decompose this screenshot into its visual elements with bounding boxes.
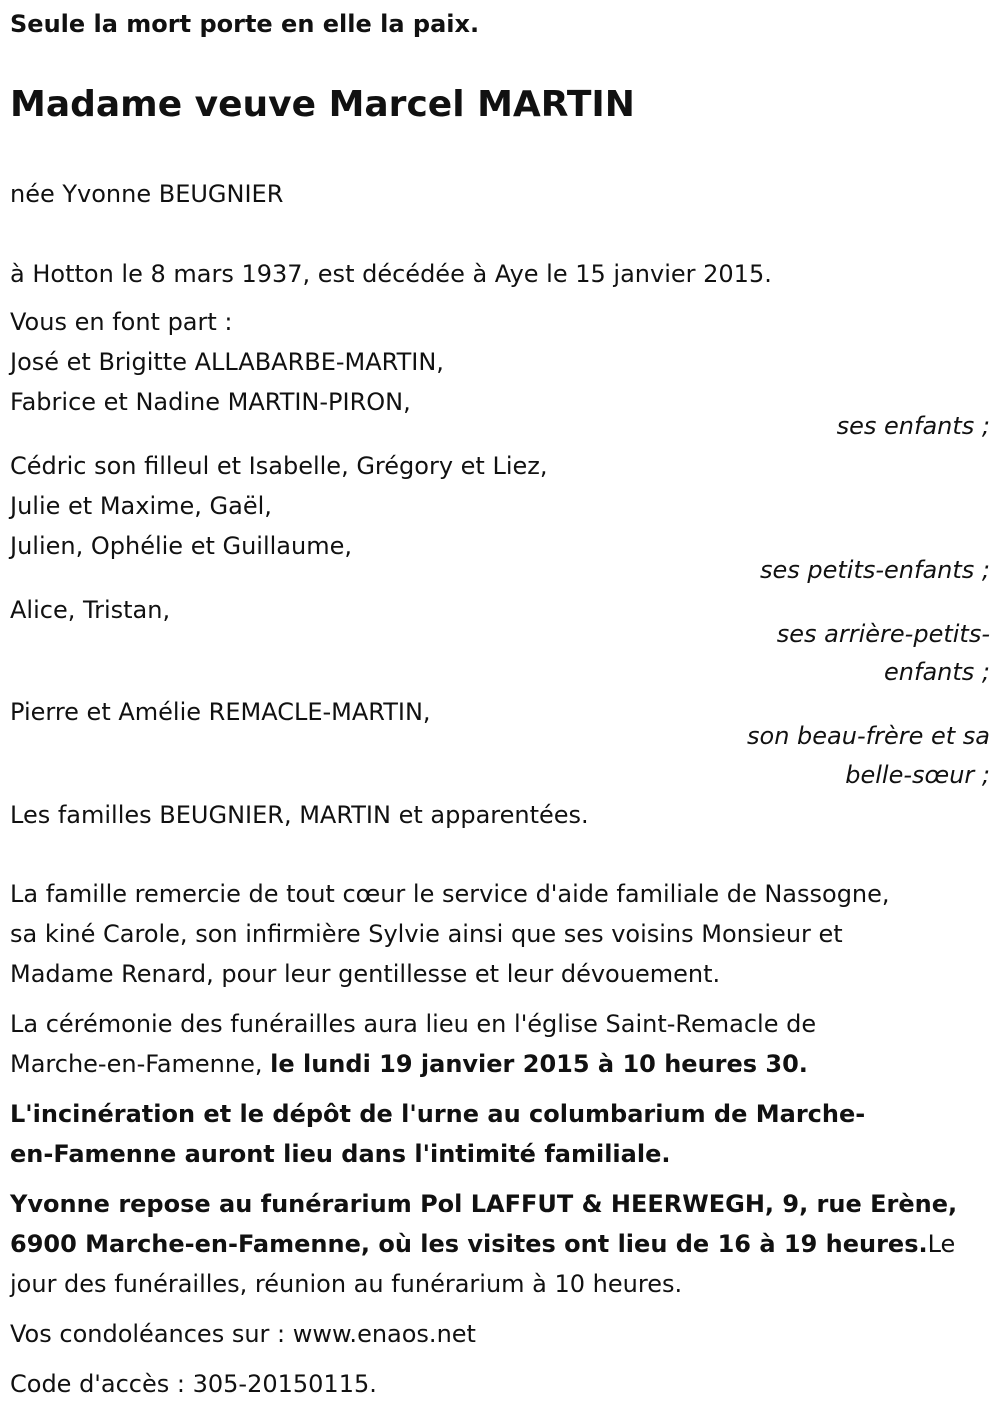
birth-death-line: à Hotton le 8 mars 1937, est décédée à Aye le 15 janvier 2015. bbox=[10, 260, 772, 288]
children-line: Fabrice et Nadine MARTIN-PIRON, bbox=[10, 388, 411, 416]
thanks-line: La famille remercie de tout cœur le service d'aide familiale de Nassogne, bbox=[10, 880, 890, 908]
access-code-line: Code d'accès : 305-20150115. bbox=[10, 1370, 377, 1398]
grandchildren-line: Julien, Ophélie et Guillaume, bbox=[10, 532, 352, 560]
grandchildren-line: Julie et Maxime, Gaël, bbox=[10, 492, 272, 520]
grandchildren-line: Cédric son filleul et Isabelle, Grégory et Liez, bbox=[10, 452, 548, 480]
ceremony-place: Marche-en-Famenne, bbox=[10, 1050, 271, 1078]
role-in-laws: belle-sœur ; bbox=[845, 761, 990, 789]
intro-line: Vous en font part : bbox=[10, 308, 233, 336]
deceased-name: Madame veuve Marcel MARTIN bbox=[10, 84, 635, 125]
role-children: ses enfants ; bbox=[836, 412, 990, 440]
role-great-grandchildren: ses arrière-petits- bbox=[776, 620, 990, 648]
funerarium-line: jour des funérailles, réunion au funérarium à 10 heures. bbox=[10, 1270, 683, 1298]
role-in-laws: son beau-frère et sa bbox=[747, 722, 990, 750]
families-line: Les familles BEUGNIER, MARTIN et apparentées. bbox=[10, 801, 589, 829]
role-grandchildren: ses petits-enfants ; bbox=[759, 556, 990, 584]
thanks-line: sa kiné Carole, son infirmière Sylvie ainsi que ses voisins Monsieur et bbox=[10, 920, 843, 948]
funerarium-visits: 6900 Marche-en-Famenne, où les visites ont lieu de 16 à 19 heures. bbox=[10, 1230, 928, 1258]
children-line: José et Brigitte ALLABARBE-MARTIN, bbox=[10, 348, 444, 376]
epigraph: Seule la mort porte en elle la paix. bbox=[10, 10, 480, 38]
funerarium-line: Yvonne repose au funérarium Pol LAFFUT & HEERWEGH, 9, rue Erène, bbox=[10, 1190, 958, 1218]
funerarium-continuation: Le bbox=[927, 1230, 956, 1258]
ceremony-date: le lundi 19 janvier 2015 à 10 heures 30. bbox=[270, 1050, 808, 1078]
in-laws-line: Pierre et Amélie REMACLE-MARTIN, bbox=[10, 698, 431, 726]
incineration-line: L'incinération et le dépôt de l'urne au columbarium de Marche- bbox=[10, 1100, 866, 1128]
great-grandchildren-line: Alice, Tristan, bbox=[10, 596, 171, 624]
incineration-line: en-Famenne auront lieu dans l'intimité familiale. bbox=[10, 1140, 671, 1168]
role-great-grandchildren: enfants ; bbox=[884, 658, 990, 686]
maiden-name: née Yvonne BEUGNIER bbox=[10, 180, 284, 208]
ceremony-line bbox=[10, 1044, 808, 1084]
funerarium-line bbox=[10, 1224, 955, 1264]
ceremony-line: La cérémonie des funérailles aura lieu en l'église Saint-Remacle de bbox=[10, 1010, 817, 1038]
condolences-line: Vos condoléances sur : www.enaos.net bbox=[10, 1320, 476, 1348]
thanks-line: Madame Renard, pour leur gentillesse et leur dévouement. bbox=[10, 960, 721, 988]
